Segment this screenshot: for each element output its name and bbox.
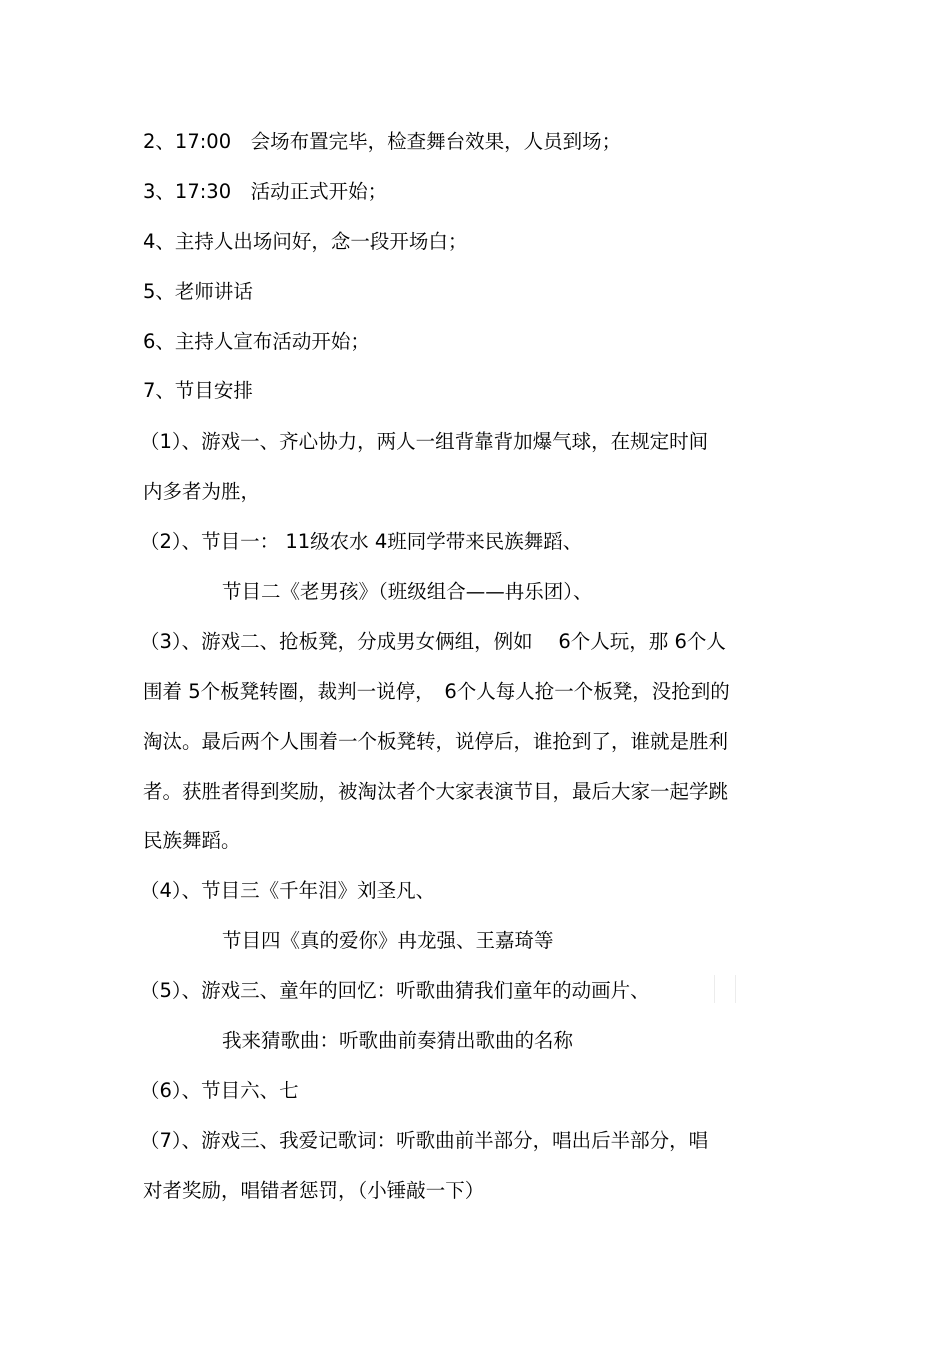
program-item-3-cont-3: 者。获胜者得到奖励，被淘汰者个大家表演节目，最后大家一起学跳 — [143, 780, 729, 803]
program-item-1: （1）、游戏一、齐心协力，两人一组背靠背加爆气球，在规定时间 — [140, 430, 709, 453]
program-item-5: （5）、游戏三、童年的回忆：听歌曲猜我们童年的动画片、 — [140, 979, 650, 1002]
program-item-1-cont: 内多者为胜， — [143, 480, 261, 503]
program-item-2: （2）、节目一： 11级农水 4班同学带来民族舞蹈、 — [140, 530, 583, 553]
faint-box-mark — [714, 975, 736, 1003]
program-item-6: （6）、节目六、七 — [140, 1079, 299, 1102]
schedule-line-4: 4、主持人出场问好，念一段开场白； — [143, 230, 468, 253]
program-item-3-cont-1: 围着 5个板凳转圈，裁判一说停， 6个人每人抢一个板凳，没抢到的 — [143, 680, 730, 703]
schedule-line-5: 5、老师讲话 — [143, 280, 253, 303]
schedule-line-7: 7、节目安排 — [143, 379, 253, 402]
program-item-3: （3）、游戏二、抢板凳，分成男女俩组，例如 6个人玩，那 6个人 — [140, 630, 726, 653]
program-item-7: （7）、游戏三、我爱记歌词：听歌曲前半部分，唱出后半部分，唱 — [140, 1129, 709, 1152]
program-item-2-sub: 节目二《老男孩》（班级组合——冉乐团）、 — [222, 580, 593, 603]
schedule-line-3: 3、17:30 活动正式开始； — [143, 180, 388, 203]
program-item-5-sub: 我来猜歌曲：听歌曲前奏猜出歌曲的名称 — [222, 1029, 574, 1052]
program-item-7-cont: 对者奖励，唱错者惩罚，（小锤敲一下） — [143, 1179, 485, 1202]
program-item-4: （4）、节目三《千年泪》刘圣凡、 — [140, 879, 436, 902]
program-item-3-cont-4: 民族舞蹈。 — [143, 829, 241, 852]
program-item-3-cont-2: 淘汰。最后两个人围着一个板凳转，说停后，谁抢到了，谁就是胜利 — [143, 730, 729, 753]
schedule-line-6: 6、主持人宣布活动开始； — [143, 330, 370, 353]
program-item-4-sub: 节目四《真的爱你》冉龙强、王嘉琦等 — [222, 929, 554, 952]
schedule-line-2: 2、17:00 会场布置完毕，检查舞台效果，人员到场； — [143, 130, 622, 153]
